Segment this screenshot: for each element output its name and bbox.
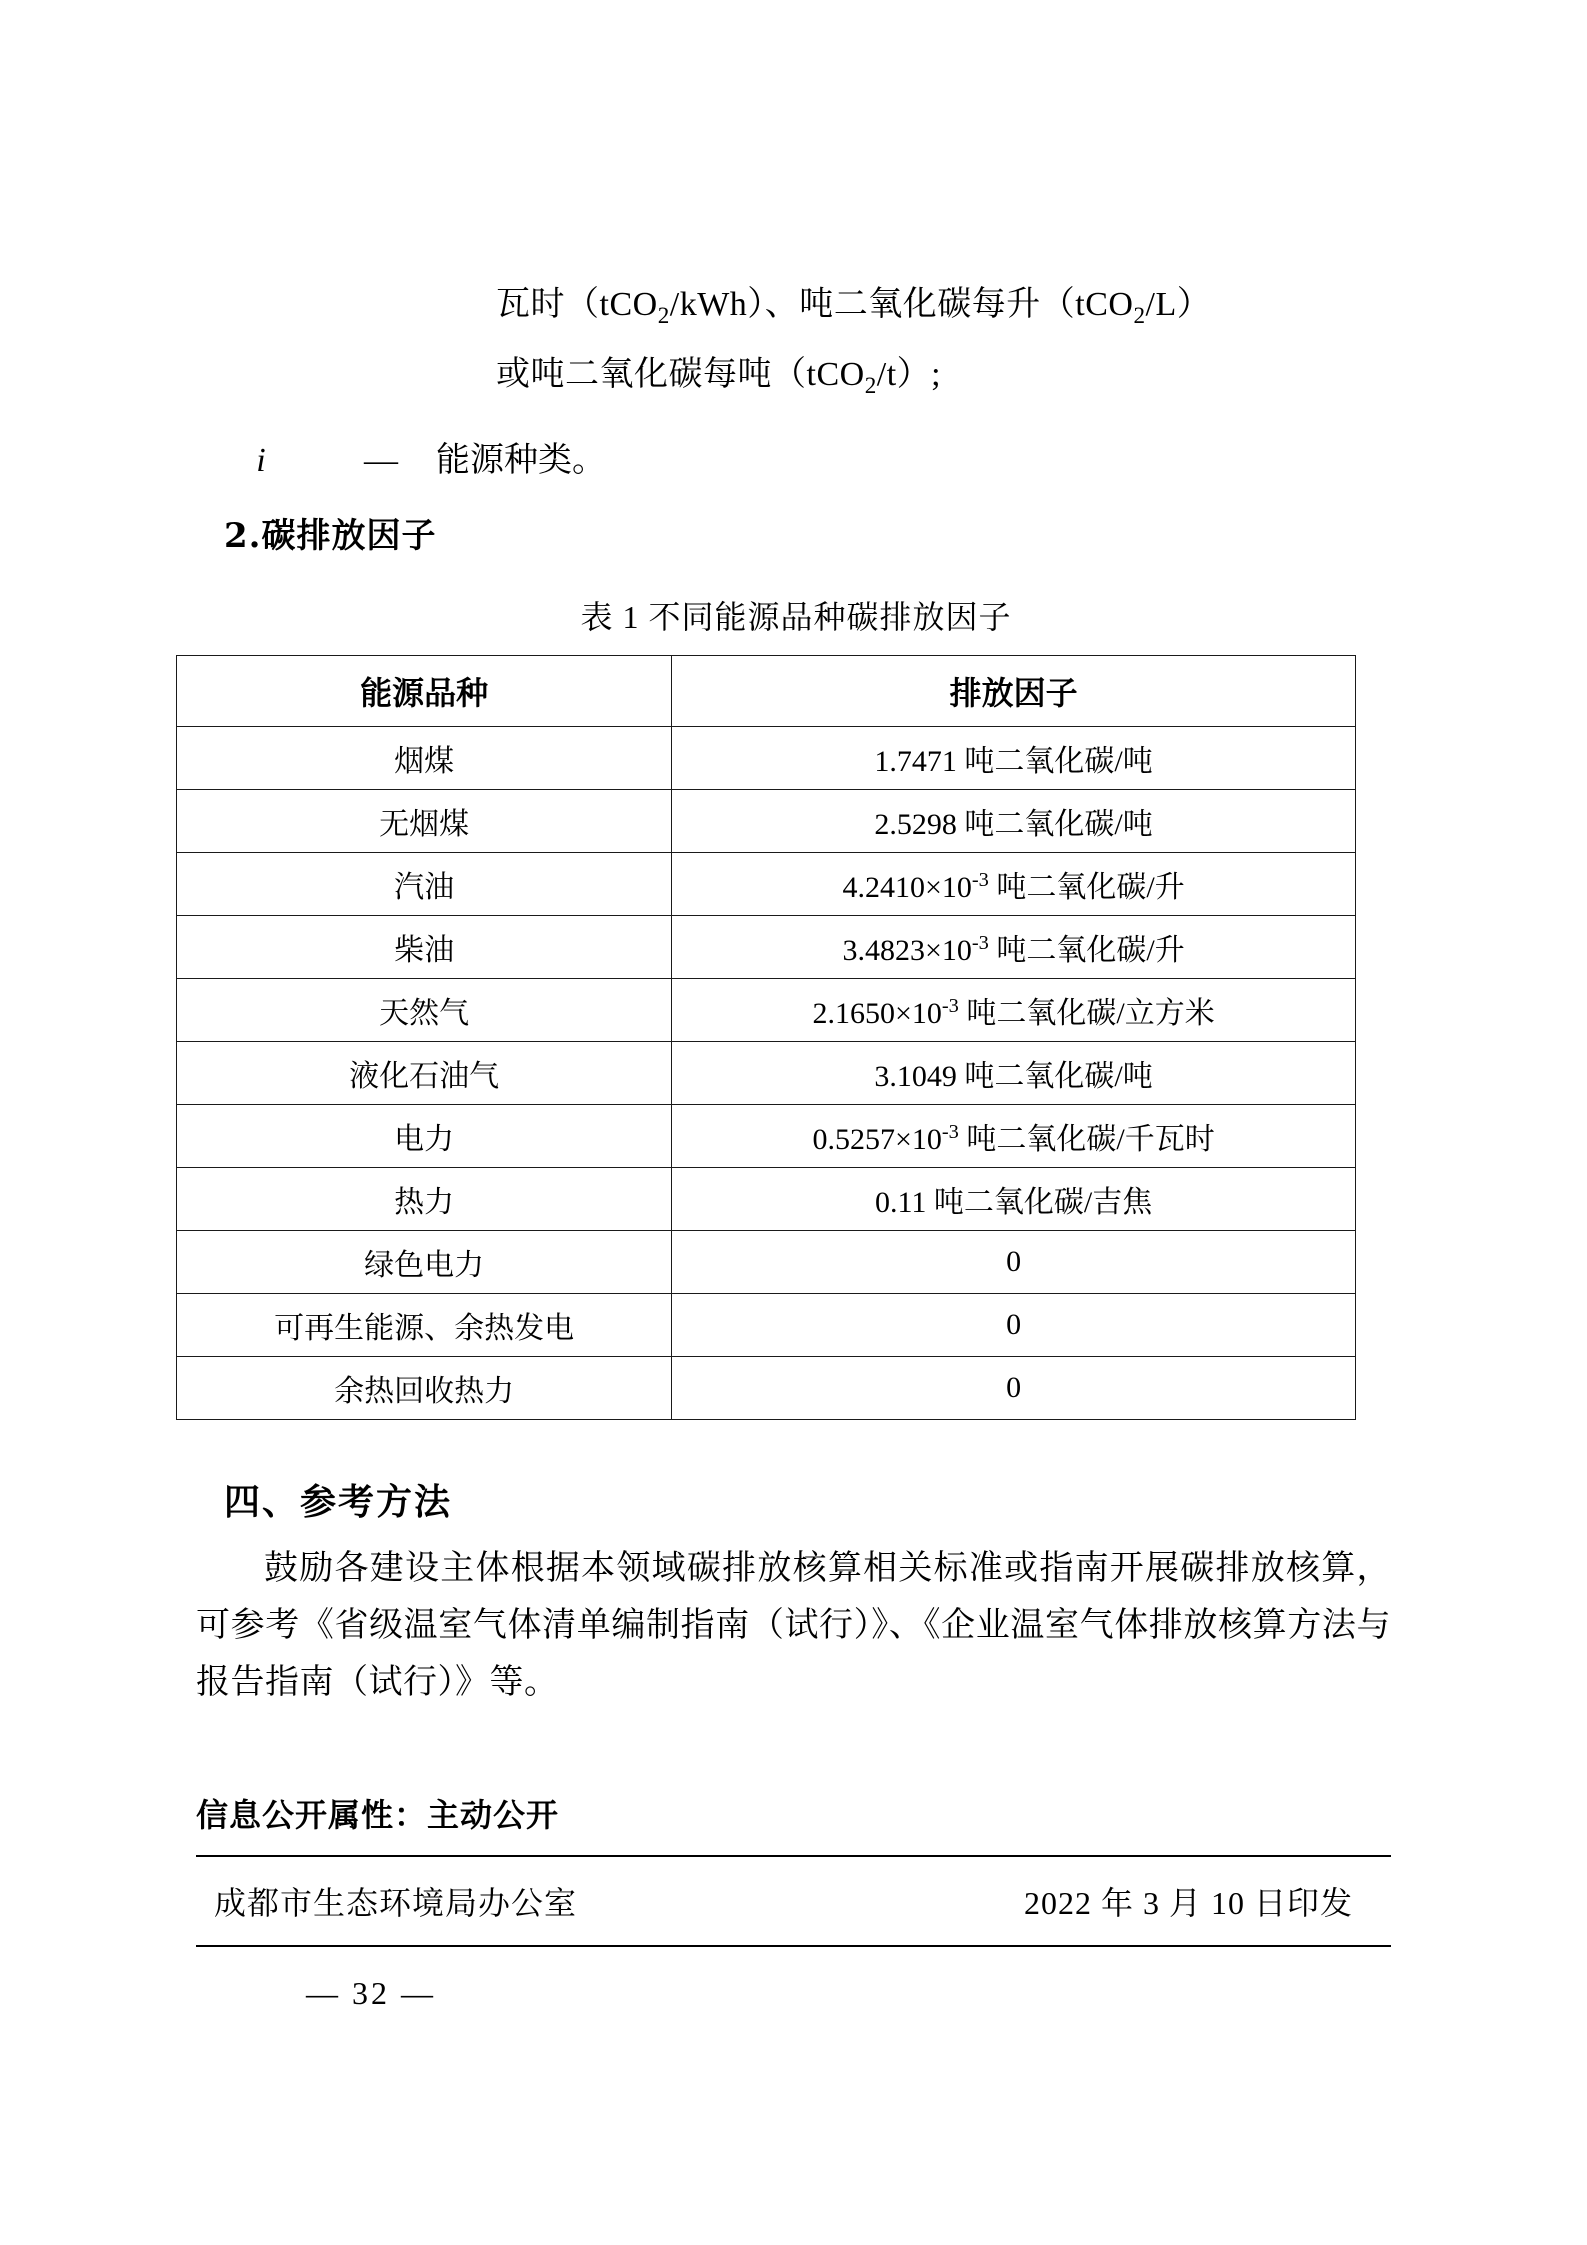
factor-mantissa: 4.2410×10 [842,871,972,904]
cell-energy-source: 柴油 [177,916,672,979]
table-row [177,979,1356,1042]
page-number: — 32 — [306,1975,436,2011]
cell-emission-factor: 0 [672,1294,1356,1357]
table-row [177,916,1356,979]
cell-emission-factor [672,916,1356,979]
definition-text: 能源种类。 [436,442,606,479]
factor-exponent: -3 [971,869,989,891]
cell-energy-source: 液化石油气 [177,1042,672,1105]
factor-exponent: -3 [941,1121,959,1143]
cell-energy-source: 余热回收热力 [177,1357,672,1420]
cell-energy-source: 汽油 [177,853,672,916]
footer-date: 2022 年 3 月 10 日印发 [1023,1885,1353,1921]
factor-mantissa: 3.4823×10 [842,934,972,967]
footer-issuer: 成都市生态环境局办公室 [214,1885,578,1921]
factor-mantissa: 0.5257×10 [812,1123,942,1156]
cell-emission-factor: 3.1049 吨二氧化碳/吨 [672,1042,1356,1105]
chapter-heading: 四、参考方法 [224,1481,453,1523]
cell-emission-factor [672,853,1356,916]
table-row [177,1168,1356,1231]
table-row [177,1105,1356,1168]
symbol-definition-row [196,432,1396,481]
definition-dash: — [364,442,398,479]
formula-continuation-line-1: 瓦时（tCO$_2$/kWh）、吨二氧化碳每升（tCO$_2$/L） [496,286,1212,329]
cell-energy-source: 可再生能源、余热发电 [177,1294,672,1357]
disclosure-attribute: 信息公开属性：主动公开 [196,1796,560,1834]
cell-emission-factor [672,979,1356,1042]
factor-unit: 吨二氧化碳/升 [988,871,1185,904]
cell-energy-source: 电力 [177,1105,672,1168]
factor-unit: 吨二氧化碳/立方米 [958,997,1215,1030]
table-row [177,790,1356,853]
factor-unit: 吨二氧化碳/千瓦时 [958,1123,1215,1156]
cell-emission-factor: 0 [672,1357,1356,1420]
table-caption: 表 1 不同能源品种碳排放因子 [580,599,1012,635]
column-header-emission-factor: 排放因子 [672,656,1356,727]
factor-exponent: -3 [971,932,989,954]
symbol-i: i [256,442,266,479]
section-heading: 2.碳排放因子 [224,516,437,556]
footer-divider-top [196,1855,1391,1857]
table-row [177,1357,1356,1420]
table-header-row [177,656,1356,727]
column-header-energy-source: 能源品种 [177,656,672,727]
table-row [177,1231,1356,1294]
table-row [177,853,1356,916]
footer [196,1878,1391,1924]
table-row [177,727,1356,790]
table-row [177,1294,1356,1357]
cell-emission-factor: 1.7471 吨二氧化碳/吨 [672,727,1356,790]
cell-energy-source: 天然气 [177,979,672,1042]
cell-emission-factor: 0.11 吨二氧化碳/吉焦 [672,1168,1356,1231]
cell-energy-source: 烟煤 [177,727,672,790]
cell-emission-factor: 2.5298 吨二氧化碳/吨 [672,790,1356,853]
cell-energy-source: 无烟煤 [177,790,672,853]
factor-unit: 吨二氧化碳/升 [988,934,1185,967]
table-row [177,1042,1356,1105]
body-paragraph: 鼓励各建设主体根据本领域碳排放核算相关标准或指南开展碳排放核算，可参考《省级温室气体清单编制指南（试行）》、《企业温室气体排放核算方法与报告指南（试行）》等。 [196,1550,1391,1701]
formula-continuation-line-2: 或吨二氧化碳每吨（tCO$_2$/t）; [496,356,942,399]
carbon-emission-factors-table [176,655,1356,1420]
factor-exponent: -3 [941,995,959,1017]
cell-energy-source: 绿色电力 [177,1231,672,1294]
cell-energy-source: 热力 [177,1168,672,1231]
factor-mantissa: 2.1650×10 [812,997,942,1030]
cell-emission-factor: 0 [672,1231,1356,1294]
footer-divider-bottom [196,1945,1391,1947]
cell-emission-factor [672,1105,1356,1168]
